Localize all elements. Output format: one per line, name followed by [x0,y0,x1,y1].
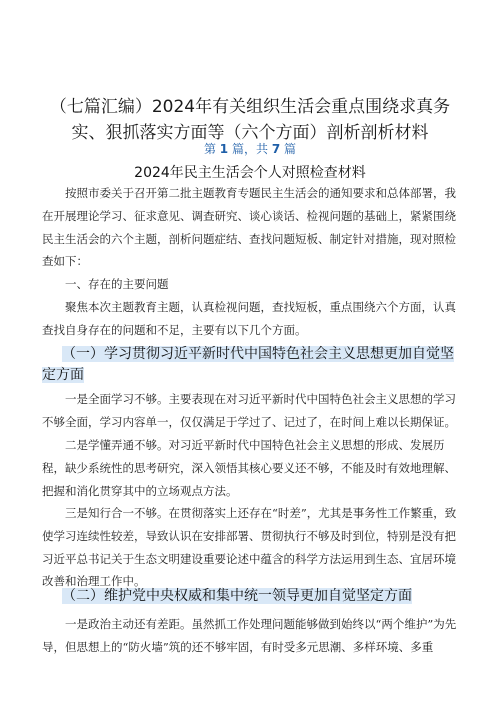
page-indicator [0,140,500,157]
heading-study-section [42,344,462,386]
heading-study-text: （一）学习贯彻习近平新时代中国特色社会主义思想更加自觉坚定方面 [42,346,454,383]
paragraph-focus: 聚焦本次主题教育主题，认真检视问题，查找短板，重点围绕六个方面，认真查找自身存在的问题和不足，主要有以下几个方面。 [42,300,456,337]
paragraph-intro: 按照市委关于召开第二批主题教育专题民主生活会的通知要求和总体部署，我在开展理论学习、征求意见、调查研究、谈心谈话、检视问题的基础上，紧紧围绕民主生活会的六个主题，剖析问题症结、查找问题短板、制定针对措施，现对照检查如下： [42,186,456,269]
document-title-line-2: 实、狠抓落实方面等（六个方面）剖析剖析材料 [71,123,429,143]
paragraph-point-one: 一是全面学习不够。主要表现在对习近平新时代中国特色社会主义思想的学习不够全面，学习内容单一，仅仅满足于学过了、记过了，在时间上难以长期保证。 [42,392,456,429]
page-mid: 篇，共 [231,142,268,156]
heading-authority-text: （二）维护党中央权威和集中统一领导更加自觉坚定方面 [62,588,412,604]
document-title-line-1: （七篇汇编）2024年有关组织生活会重点围绕求真务 [49,97,451,117]
document-subtitle: 2024年民主生活会个人对照检查材料 [134,165,366,181]
page-total: 7 [271,142,281,156]
paragraph-point-two: 二是学懂弄通不够。对习近平新时代中国特色社会主义思想的形成、发展历程，缺少系统性的思考研究，深入领悟其核心要义还不够，不能及时有效地理解、把握和消化贯穿其中的立场观点方法。 [42,438,456,498]
page-suffix: 篇 [284,142,297,156]
paragraph-section-one: 一、存在的主要问题 [65,277,169,291]
page-current: 1 [219,142,229,156]
paragraph-point-three: 三是知行合一不够。在贯彻落实上还存在“时差”，尤其是事务性工作繁重，致使学习连续性较差，导致认识在安排部署、贯彻执行不够及时到位，特别是没有把习近平总书记关于生态文明建设重要论述中蕴含的科学方法运用到生态、宜居环境改善和治理工作中。 [42,506,457,589]
heading-authority-section [42,586,462,607]
paragraph-authority-one: 一是政治主动还有差距。虽然抓工作处理问题能够做到始终以“两个维护”为先导，但思想上的“防火墙”筑的还不够牢固，有时受多元思潮、多样环境、多重 [42,617,457,654]
page-prefix: 第 [203,142,216,156]
